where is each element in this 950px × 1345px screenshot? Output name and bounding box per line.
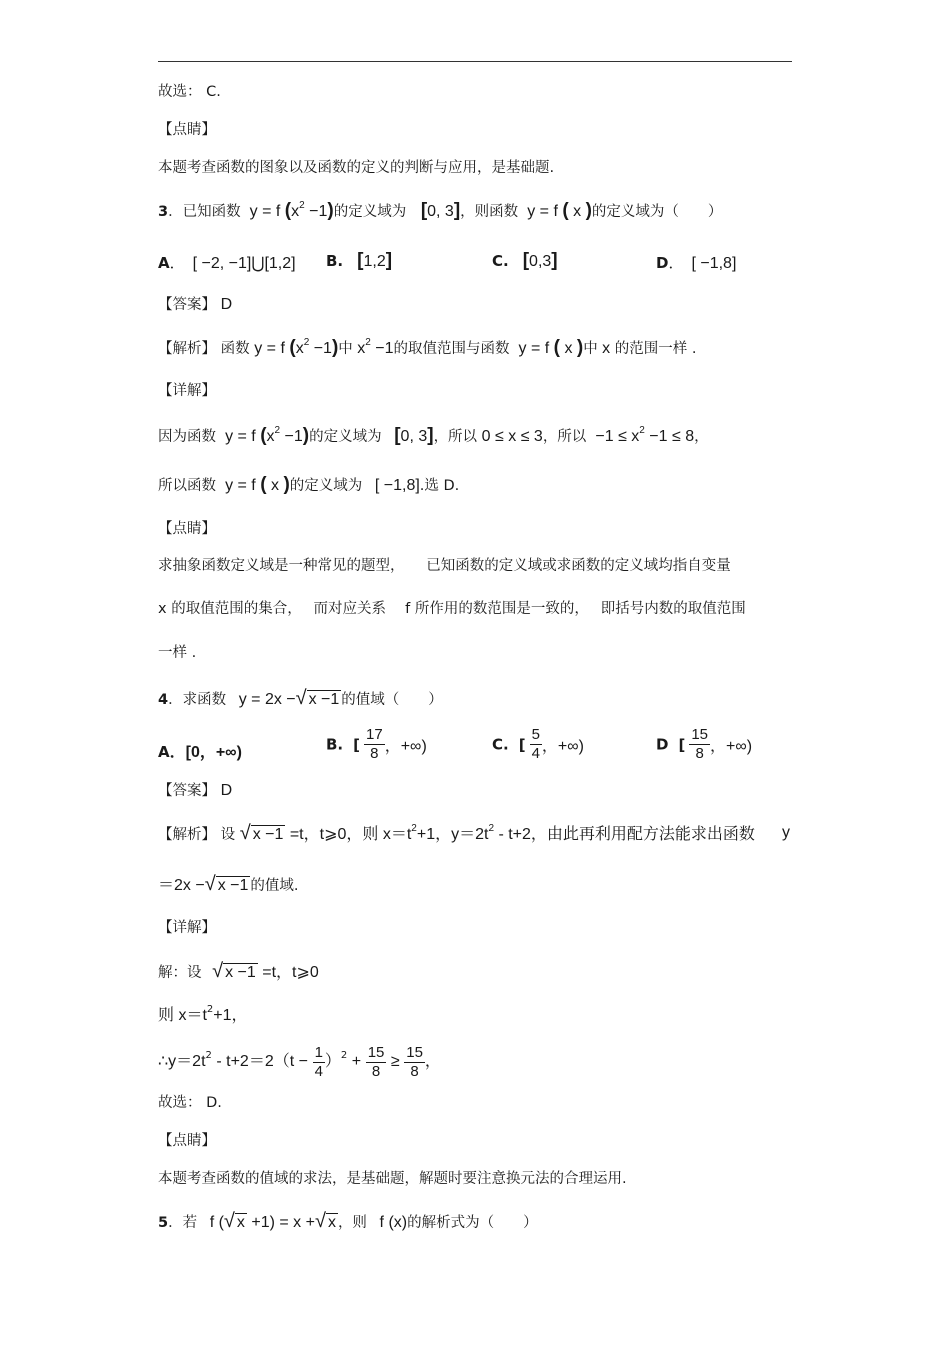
option-b[interactable] (326, 726, 427, 763)
comment-line: 本题考查函数的图象以及函数的定义的判断与应用，是基础题. (158, 160, 555, 176)
inequality: 0 ≤ x ≤ 3 (481, 428, 543, 445)
numerator: 17 (366, 726, 383, 743)
math-text: ） (324, 1053, 341, 1070)
analysis-4-cont (158, 874, 298, 896)
denominator: 8 (371, 1062, 381, 1080)
math-text: f ( (209, 1214, 224, 1231)
q-text: 的范围一样 . (610, 341, 697, 357)
comment-line: 本题考查函数的值域的求法，是基础题，解题时要注意换元法的合理运用. (158, 1171, 627, 1187)
math-text: - t+2，由此再利用配方法能求出函数 (494, 826, 755, 843)
math-text: +1，y＝2t (416, 826, 489, 843)
func-expr (221, 425, 310, 446)
math-text: x (597, 340, 611, 357)
denominator: 8 (695, 745, 704, 762)
denominator: 4 (314, 1062, 323, 1080)
option-label: C. (492, 252, 509, 270)
solution-3-line1 (158, 426, 709, 449)
heading-dianjing: 【点睛】 (158, 1133, 216, 1149)
bracket: ] (385, 250, 393, 271)
paren: ) (331, 337, 339, 358)
radical-sign: √ (212, 960, 224, 982)
heading-detail: 【详解】 (158, 920, 216, 936)
q-text: 解：设 (158, 965, 202, 981)
bracket: ] (551, 250, 558, 271)
q-text: ，所以 (433, 429, 478, 445)
solution-3-line2 (158, 475, 459, 496)
solution-4-line3 (158, 1040, 441, 1086)
func-expr (514, 337, 584, 358)
paren: ( (260, 425, 267, 446)
math-text: y = f (249, 203, 281, 220)
math-text: −1 (280, 428, 303, 445)
option-label: D (656, 254, 669, 272)
question-5 (158, 1211, 538, 1233)
heading-detail: 【详解】 (158, 383, 216, 399)
domain (420, 200, 461, 221)
q-text: ， (694, 429, 709, 445)
math-text: x (564, 340, 573, 357)
q-text: 的定义域为（ ） (591, 204, 723, 220)
bracket: [ (518, 735, 526, 754)
exponent: 2 (411, 823, 417, 834)
sqrt-expr (315, 1211, 338, 1233)
math-text (352, 337, 394, 357)
option-text: ．[0，+∞) (169, 744, 242, 761)
exponent: 2 (488, 823, 494, 834)
option-text: 1,2 (363, 253, 386, 270)
question-3 (158, 201, 722, 224)
math-text: + (347, 1053, 362, 1070)
q-text: 中 (338, 341, 353, 357)
option-d[interactable]: D． [ −1,8] (656, 254, 737, 272)
exponent: 2 (303, 337, 310, 348)
q-text: ，所以 (542, 429, 587, 445)
fraction (404, 1044, 425, 1081)
inequality (591, 425, 695, 445)
domain: [ −1,8] (374, 477, 420, 494)
q-text: 设 (220, 827, 236, 843)
question-number: 5 (158, 1215, 169, 1231)
math-text: y = f (527, 203, 558, 220)
math-text: f (x) (379, 1214, 408, 1231)
math-text: x (295, 340, 304, 357)
math-text: −1 ≤ x (595, 428, 640, 445)
bracket: [ (522, 250, 530, 271)
q-text: ．若 (168, 1215, 198, 1231)
radicand: x −1 (217, 877, 249, 894)
math-text: ≥ (386, 1053, 400, 1070)
func-expr (254, 337, 339, 358)
comment-line: 一样 . (158, 645, 197, 661)
math-text: y = f (518, 340, 550, 357)
paren: ( (289, 337, 296, 358)
math-text: 0, 3 (427, 203, 454, 220)
answer-line: 故选： C. (158, 84, 221, 100)
math-text: 则 x＝t (158, 1007, 207, 1024)
math-text (285, 823, 755, 843)
math-text: x (291, 203, 300, 220)
q-text: ．求函数 (168, 692, 227, 708)
option-a[interactable] (158, 739, 242, 762)
exponent: 2 (299, 200, 305, 211)
solution-4-line2 (158, 1006, 248, 1028)
fraction (689, 726, 710, 763)
func-expr (221, 474, 290, 495)
q-text: 的定义域为 (289, 478, 363, 494)
radicand: x (236, 1214, 245, 1231)
paren: ) (302, 425, 310, 446)
comment-line: 求抽象函数定义域是一种常见的题型， 已知函数的定义域或求函数的定义域均指自变量 (158, 558, 731, 574)
option-a[interactable]: A． [ −2, −1]⋃[1,2] (158, 254, 296, 272)
exponent: 2 (206, 1004, 214, 1015)
bracket: ] (453, 200, 461, 221)
option-c[interactable] (492, 250, 558, 272)
answer-line: 故选： D. (158, 1095, 222, 1111)
option-text: ，+∞) (541, 738, 585, 755)
math-text: +1) = x + (246, 1214, 315, 1231)
q-text: 的值域. (250, 878, 299, 894)
answer-3 (158, 295, 232, 315)
math-text: ＝2x − (158, 877, 205, 894)
bracket: [ (353, 735, 360, 754)
q-text: .选 D. (419, 478, 460, 494)
answer-value: D (220, 296, 233, 313)
numerator: 15 (406, 1043, 423, 1061)
bracket: [ (420, 200, 428, 221)
option-label: C. (492, 735, 509, 754)
denominator: 8 (370, 745, 379, 762)
answer-label: 【答案】 (158, 783, 216, 799)
solution-4-line1 (158, 961, 319, 983)
option-text: ，+∞) (384, 738, 427, 755)
q-text: 因为函数 (158, 429, 216, 445)
math-text: ， (424, 1053, 441, 1070)
math-text: x (266, 428, 275, 445)
paren: ( (260, 474, 267, 495)
radicand: x −1 (225, 964, 256, 981)
math-text: =t，t⩾0，则 x＝t (285, 826, 412, 843)
analysis-label: 【解析】 (158, 827, 216, 843)
paren: ( (562, 200, 569, 221)
math-text: =t，t⩾0 (257, 964, 319, 981)
denominator: 8 (410, 1062, 419, 1080)
radicand: x (327, 1214, 336, 1231)
fraction (366, 1044, 387, 1081)
q-text: 所以函数 (158, 478, 216, 494)
math-text: −1 (304, 203, 328, 220)
q-text: 的取值范围与函数 (393, 341, 510, 357)
math-text: y = f (225, 477, 256, 494)
paren: ) (576, 337, 584, 358)
q-text: ，则 (337, 1215, 367, 1231)
bracket: [ (357, 250, 364, 271)
denominator: 4 (531, 745, 540, 762)
domain (394, 425, 434, 446)
sqrt-expr (240, 823, 286, 845)
q-text: 函数 (216, 341, 255, 357)
option-text: [ −2, −1]⋃[1,2] (192, 255, 296, 272)
option-text: [ −1,8] (691, 255, 737, 272)
math-text: −1 (309, 340, 332, 357)
radicand: x −1 (252, 826, 284, 843)
heading-dianjing: 【点睛】 (158, 521, 216, 537)
math-text: y (782, 824, 790, 841)
question-4 (158, 688, 443, 710)
math-text: y = 2x − (238, 691, 296, 708)
q-text: ．已知函数 (168, 204, 241, 220)
radical-sign: √ (295, 687, 307, 709)
math-text: y = f (254, 340, 285, 357)
radical-sign: √ (239, 822, 251, 844)
fraction (530, 726, 542, 763)
numerator: 15 (691, 726, 708, 743)
option-b[interactable] (326, 250, 392, 272)
numerator: 1 (314, 1043, 323, 1061)
option-text: 0,3 (529, 253, 552, 270)
option-label: B. (326, 735, 344, 754)
math-text: ∴y＝2t (158, 1053, 206, 1070)
bracket: [ (394, 425, 401, 446)
option-text: ，+∞) (710, 738, 753, 755)
sqrt-expr (212, 961, 258, 983)
func-expr (245, 200, 334, 221)
paren: ( (284, 200, 292, 221)
math-text: +1， (213, 1007, 248, 1024)
math-text: 0, 3 (400, 428, 428, 445)
paren: ) (585, 200, 592, 221)
paren: ) (283, 474, 290, 495)
radical-sign: √ (204, 873, 216, 895)
sqrt-expr (205, 874, 251, 896)
math-text: y = f (225, 428, 256, 445)
sqrt-expr (224, 1211, 247, 1233)
option-label: A (158, 743, 170, 761)
paren: ) (327, 200, 334, 221)
q-text: 的定义域为 (333, 204, 407, 220)
option-label: D (656, 735, 669, 754)
fraction (364, 726, 385, 763)
comment-line: x 的取值范围的集合， 而对应关系 f 所作用的数范围是一致的， 即括号内数的取值范围 (158, 601, 746, 617)
answer-value: D (220, 782, 233, 799)
bracket: ] (427, 425, 434, 446)
exponent: 2 (639, 425, 645, 436)
paren: ( (553, 337, 560, 358)
math-text: x (573, 203, 582, 220)
q-text: 的定义域为 (309, 429, 382, 445)
math-text: x (352, 340, 366, 357)
heading-dianjing: 【点睛】 (158, 122, 216, 138)
q-text: 的值域（ ） (341, 692, 443, 708)
radical-sign: √ (314, 1210, 326, 1232)
analysis-3 (158, 338, 697, 361)
option-label: B. (326, 252, 344, 270)
q-text: ，则函数 (460, 204, 519, 220)
analysis-label: 【解析】 (158, 341, 216, 357)
option-d[interactable] (656, 726, 752, 763)
exponent: 2 (365, 337, 371, 348)
radical-sign: √ (223, 1210, 235, 1232)
answer-label: 【答案】 (158, 297, 216, 313)
exponent: 2 (274, 425, 281, 436)
option-c[interactable] (492, 726, 584, 763)
answer-4 (158, 781, 232, 801)
question-number: 3 (158, 204, 169, 220)
q-text: 中 (583, 341, 598, 357)
fraction (313, 1044, 325, 1081)
exponent: 2 (340, 1050, 348, 1061)
math-text: - t+2＝2（t − (211, 1053, 308, 1070)
math-text: x (270, 477, 279, 494)
bracket: [ (678, 735, 686, 754)
numerator: 5 (531, 726, 540, 743)
question-number: 4 (158, 692, 169, 708)
q-text: 的解析式为（ ） (407, 1215, 538, 1231)
numerator: 15 (367, 1043, 385, 1061)
math-text: −1 (370, 340, 394, 357)
exponent: 2 (205, 1050, 212, 1061)
func-expr (523, 200, 592, 221)
sqrt-expr (296, 688, 342, 710)
header-rule (158, 61, 792, 62)
analysis-4 (158, 823, 755, 847)
radicand: x −1 (308, 691, 340, 708)
math-text: −1 ≤ 8 (644, 428, 695, 445)
option-label: A (158, 254, 170, 272)
